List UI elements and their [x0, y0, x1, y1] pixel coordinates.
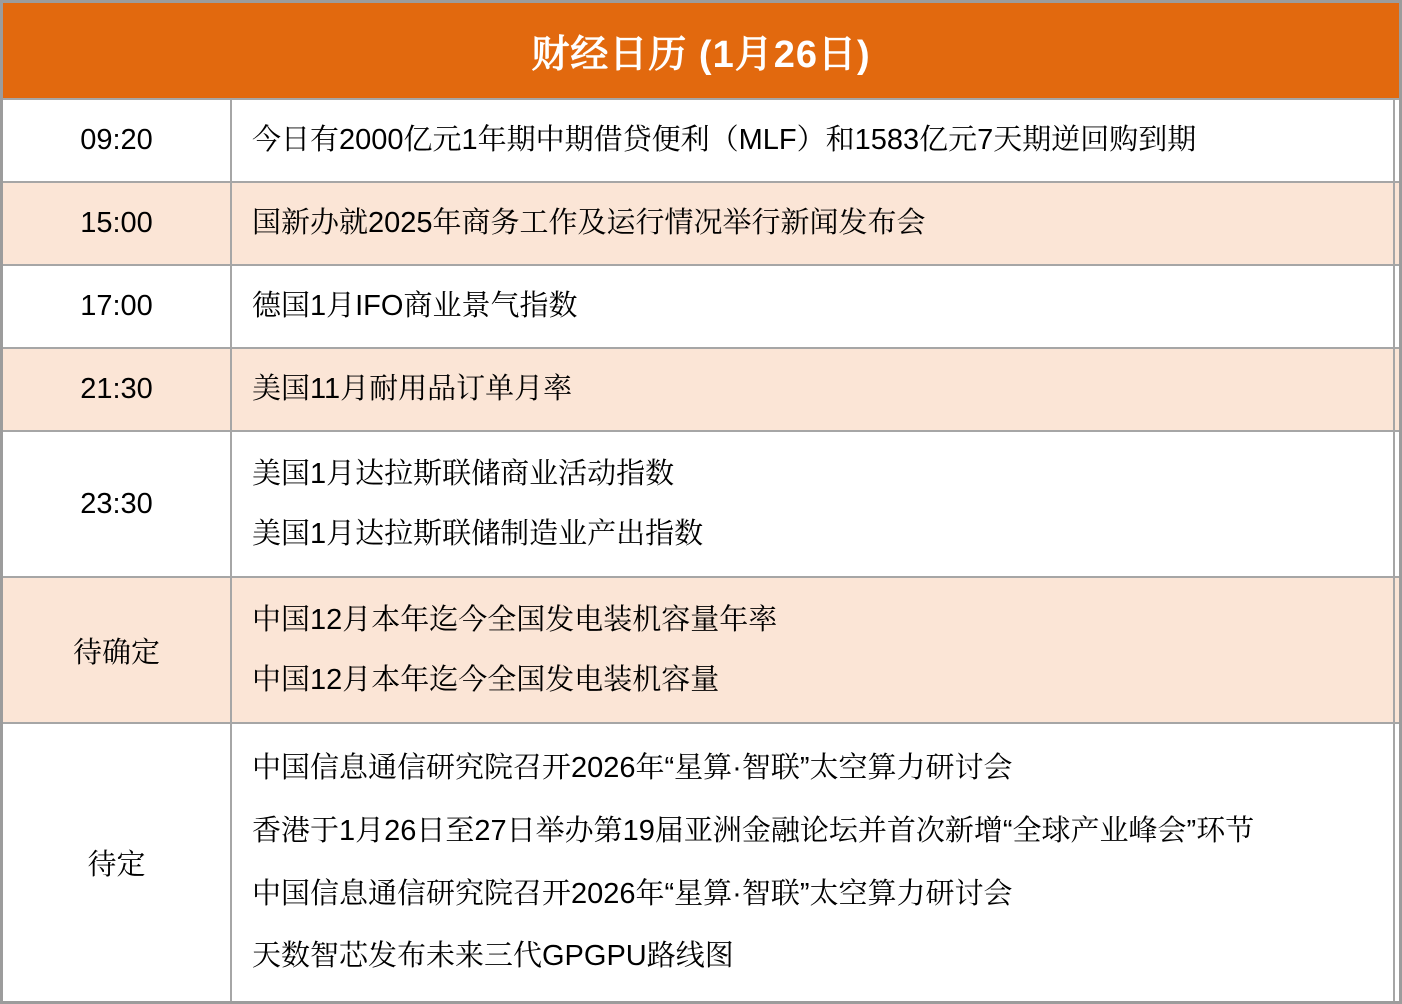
event-line: 中国信息通信研究院召开2026年“星算·智联”太空算力研讨会 — [252, 752, 1013, 785]
table-row — [3, 722, 1399, 1001]
event-line: 美国1月达拉斯联储制造业产出指数 — [252, 517, 704, 550]
table-row — [3, 576, 1399, 722]
table-body — [3, 98, 1399, 1001]
event-line: 中国12月本年迄今全国发电装机容量 — [252, 663, 720, 696]
event-line: 香港于1月26日至27日举办第19届亚洲金融论坛并首次新增“全球产业峰会”环节 — [252, 815, 1255, 848]
table-row — [3, 264, 1399, 347]
event-line: 天数智芯发布未来三代GPGPU路线图 — [252, 940, 734, 973]
event-cell — [232, 724, 1399, 1001]
event-cell — [232, 183, 1399, 264]
event-cell — [232, 349, 1399, 430]
table-row — [3, 181, 1399, 264]
table-header — [3, 3, 1399, 98]
time-cell: 待定 — [3, 724, 232, 1001]
table-row — [3, 98, 1399, 181]
event-line: 国新办就2025年商务工作及运行情况举行新闻发布会 — [252, 207, 926, 240]
time-cell: 21:30 — [3, 349, 232, 430]
table-row — [3, 347, 1399, 430]
event-cell — [232, 578, 1399, 722]
event-cell — [232, 266, 1399, 347]
time-cell: 17:00 — [3, 266, 232, 347]
table-row — [3, 430, 1399, 576]
time-cell: 09:20 — [3, 100, 232, 181]
event-line: 德国1月IFO商业景气指数 — [252, 290, 578, 323]
event-line: 中国12月本年迄今全国发电装机容量年率 — [252, 603, 778, 636]
header-title: 财经日历 (1月26日) — [531, 34, 871, 76]
event-cell — [232, 100, 1399, 181]
event-cell — [232, 432, 1399, 576]
time-cell: 15:00 — [3, 183, 232, 264]
event-line: 中国信息通信研究院召开2026年“星算·智联”太空算力研讨会 — [252, 877, 1013, 910]
event-line: 美国11月耐用品订单月率 — [252, 373, 573, 406]
time-cell: 23:30 — [3, 432, 232, 576]
event-line: 美国1月达拉斯联储商业活动指数 — [252, 457, 675, 490]
time-cell: 待确定 — [3, 578, 232, 722]
event-line: 今日有2000亿元1年期中期借贷便利（MLF）和1583亿元7天期逆回购到期 — [252, 124, 1197, 157]
